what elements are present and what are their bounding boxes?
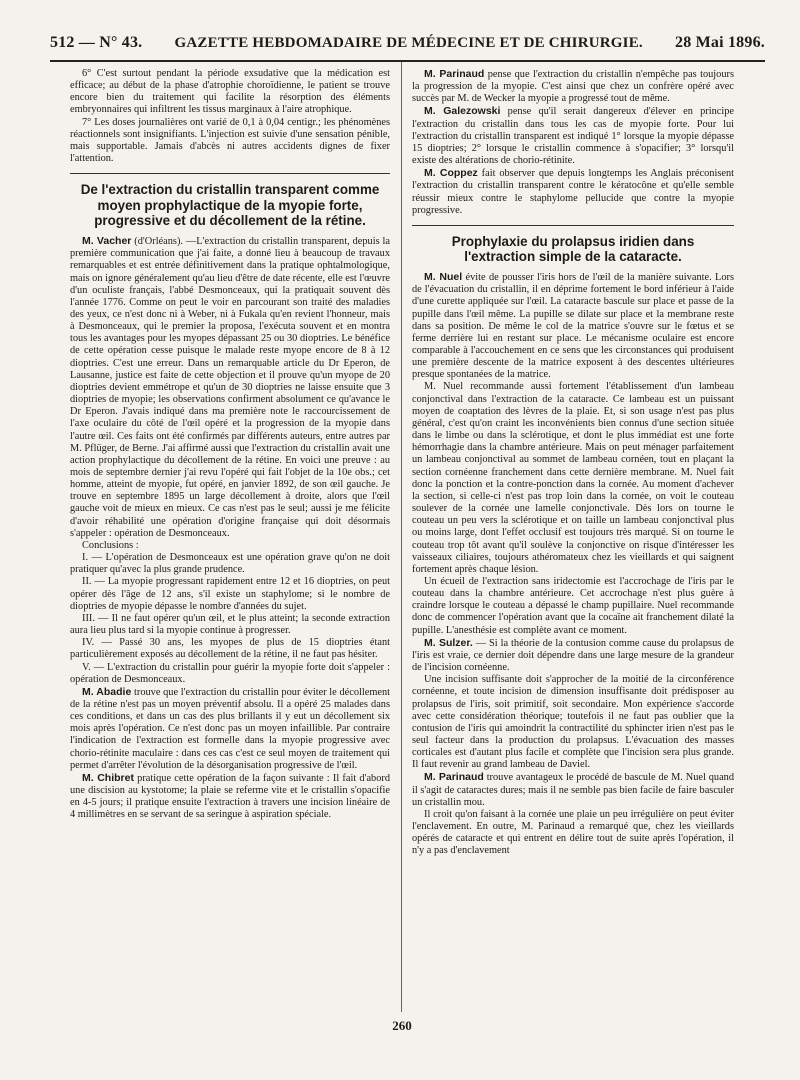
speaker-name: M. Sulzer.	[424, 636, 473, 649]
section-rule	[70, 173, 390, 174]
running-header	[50, 34, 765, 62]
right-column	[412, 68, 734, 1008]
paragraph-text: (d'Orléans). —L'extraction du cristallin transparent, depuis la première communication que j'ai faite, a donné lieu à beaucoup de travaux remarquables et est entrée définitivement dans la pratique ophtalmologique, mais on ignore généralement qu'au lieu d'être de date récente, elle est l'œuvre d'un oculiste français, l'abbé Desmonceaux, qui la pratiquait souvent dès l'année 1776. Comme on peut le voir en parcourant son traité des maladies des yeux, ce n'est donc ni à Weber, ni à Fukala qu'en revient l'honneur, mais à Desmonceaux, qui le premier la proposa, l'exécuta souvent et en montra tous les avantages pour les myopes dépassant 25 ou 30 dioptries. Le bénéfice de cette opération cesse puisque le malade reste myope encore de 8 à 12 dioptries. C'est une erreur. Dans un remarquable article du Dr Eperon, de Lausanne, justice est faite de cette objection et il prouve qu'un myope de 20 dioptries devient emmétrope et qu'un de 30 dioptries ne laisse ensuite que 3 dioptries de myopie; les observations confirment absolument ce qu'avance le Dr Eperon. J'avais indiqué dans ma première note le raccourcissement de l'axe oculaire du côté de l'œil opéré et la progression de la myopie dans l'autre œil. Ces faits ont été confirmés par différents auteurs, entre autres par M. Pflüger, de Berne. J'ai affirmé aussi que l'extraction du cristallin avait une action prophylactique du décollement de la rétine. En voici une preuve : au mois de septembre dernier j'ai revu l'opéré qui fait l'objet de la 10e obs.; cet homme, atteint de myopie, fut opéré, en janvier 1892, de son œil gauche. Je trouve en septembre 1895 un large décollement à droite, alors que l'œil gauche voit de mieux en mieux. Ce cas n'est pas le seul; aussi je me félicite d'avoir réhabilité une opération d'origine française qui doit désormais s'appeler : opération de Desmonceaux.	[70, 236, 390, 539]
paragraph-text: — Si la théorie de la contusion comme cause du prolapsus de l'iris est vraie, ce dernier doit dépendre dans une large mesure de la grandeur de l'incision cornéenne.	[412, 637, 734, 674]
paragraph: Conclusions :	[82, 539, 139, 551]
section-heading: De l'extraction du cristallin transparent comme moyen prophylactique de la myopie forte, progressive et du décollement de la rétine.	[80, 182, 380, 229]
column-divider	[401, 62, 402, 1012]
conclusion-item: IV. — Passé 30 ans, les myopes de plus de 15 dioptries étant particulièrement exposés au décollement de la rétine, il ne faut pas hésiter.	[70, 637, 390, 661]
conclusion-item: I. — L'opération de Desmonceaux est une opération grave qu'on ne doit pratiquer qu'avec la plus grande prudence.	[70, 552, 390, 576]
paragraph	[70, 772, 390, 822]
speaker-name: M. Vacher	[82, 235, 132, 248]
paragraph	[70, 235, 390, 540]
header-issue: 512 — N° 43.	[50, 34, 143, 51]
paragraph	[412, 637, 734, 674]
paragraph	[412, 271, 734, 381]
section-rule	[412, 225, 734, 226]
section-heading: Prophylaxie du prolapsus iridien dans l'extraction simple de la cataracte.	[451, 233, 695, 265]
paragraph-text: trouve avantageux le procédé de bascule de M. Nuel quand il s'agit de cataractes dures; mais il ne semble pas bien facile de faire basculer un cristallin mou.	[412, 772, 734, 808]
paragraph	[412, 105, 734, 167]
conclusion-item: III. — Il ne faut opérer qu'un œil, et le plus atteint; la seconde extraction aura lieu plus tard si la myopie continue à progresser.	[70, 612, 390, 637]
speaker-name: M. Abadie	[82, 685, 132, 698]
speaker-name: M. Chibret	[82, 771, 134, 784]
speaker-name: M. Parinaud	[424, 771, 484, 784]
speaker-name: M. Coppez	[424, 167, 478, 180]
paragraph: M. Nuel recommande aussi fortement l'établissement d'un lambeau conjonctival dans l'extraction de la cataracte. Ce lambeau est un puissant moyen de coaptation des lèvres de la plaie. Et, si son usage n'est pas plus général, c'est qu'on craint les inconvénients bien connus d'une section située dans le limbe ou dans la sclérotique, et dont le plus immédiat est une forte hémorrhagie dans la chambre antérieure. Mais on peut ménager parfaitement un lambeau conjonctival au sommet de lambeau cornéen, tout en plaçant la section cornéenne franchement dans cette dernière membrane. M. Nuel fait donc la ponction et la contre-ponction dans la cornée. Au moment d'achever la section, si celle-ci n'est pas trop loin dans la cornée, on voit le couteau soulever de la cornée une lamelle conjonctivale. Dès lors on tourne le couteau un peu vers la sclérotique et on taille un lambeau conjonctival plus ou moins large, dont l'effet occlusif est toujours très marqué. Si on tourne le couteau trop tôt avant qu'il soulève la conjonctive on risque d'intéresser les vaisseaux ciliaires, toujours athéromateux chez les vieillards et qui saignent fortement après chaque lésion.	[412, 381, 734, 575]
speaker-name: M. Parinaud	[424, 68, 485, 80]
conclusion-item: V. — L'extraction du cristallin pour guérir la myopie forte doit s'appeler : opération de Desmonceaux.	[70, 661, 390, 685]
paragraph: Il croit qu'on faisant à la cornée une plaie un peu irrégulière on peut éviter l'enclavement. En outre, M. Parinaud a remarqué que, chez les vieillards opérés de cataracte et qui entrent en délire tout de suite après l'opération, il n'y a pas d'enclavement	[412, 808, 734, 857]
paragraph-text: pratique cette opération de la façon suivante : Il fait d'abord une discision au kystotome; la plaie se referme vite et le cristallin s'opacifie en 4-5 jours; il pratique ensuite l'extraction à travers une incision linéaire de 4 millimètres en se servant de sa seringue à aspiration spéciale.	[70, 772, 390, 821]
paragraph: 7° Les doses journalières ont varié de 0,1 à 0,04 centigr.; les phénomènes réactionnels sont insignifiants. L'injection est suivie d'une sensation pénible, mais supportable. Jamais d'abcès ni autres accidents dignes de fixer l'attention.	[70, 116, 390, 165]
left-column	[70, 68, 390, 1008]
paragraph-text: pense que l'extraction du cristallin n'empêche pas toujours la progression de la myopie. C'est ainsi que chez un confrère opéré avec succès par M. de Wecker la myopie a progressé tout de même.	[412, 69, 734, 105]
paragraph	[412, 167, 734, 217]
paragraph	[412, 68, 734, 105]
paragraph: 6° C'est surtout pendant la période exsudative que la médication est efficace; au début de la phase d'atrophie choroïdienne, le patient se trouve encore bien du traitement qui facilite la résorption des éléments embryonnaires qui infiltrent les tissus marginaux à l'aire atrophique.	[70, 68, 390, 116]
speaker-name: M. Galezowski	[424, 105, 501, 118]
paragraph-text: pense qu'il serait dangereux d'élever en principe l'extraction du cristallin dans tous les cas de myopie forte. Pour lui l'extraction du cristallin transparent est indiqué 1° lorsque la myopie dépasse 15 dioptries; 2° lorsque le cristallin commence à s'opacifier; 3° lorsqu'il existe des altérations de chorio-rétinite.	[412, 106, 734, 167]
paragraph-text: évite de pousser l'iris hors de l'œil de la manière suivante. Lors de l'évacuation du cristallin, il en déprime fortement le bord inférieur à l'aide d'une curette appliquée sur l'œil. La cataracte bascule sur place et passe de la pupille dans l'œil même. La pupille se dilate sur place et la membrane reste dans sa position. De même le col de la matrice s'ouvre sur le fœtus et se ferme derrière lui en restant sur place. Le mécanisme oculaire est encore comparable à l'accouchement en ce sens que les circonstances qui produisent une première descente de la matrice exposent à des descentes ultérieures presque spontanées de la matrice.	[412, 272, 734, 381]
conclusion-item: II. — La myopie progressant rapidement entre 12 et 16 dioptries, on peut opérer dès l'âge de 12 ans, s'il existe un staphylome; si le nombre de dioptries de myopie dépasse le nombre d'années du sujet.	[70, 576, 390, 612]
paragraph: Une incision suffisante doit s'approcher de la moitié de la circonférence cornéenne, et toute incision de dimension insuffisante doit prédisposer au prolapsus de l'iris, soit primitif, soit secondaire. Mon expérience s'accorde avec cette considération théorique; toutefois il ne faut pas oublier que la contusion de l'iris qui amoindrit la contractilité du sphincter irien n'est pas le seul facteur dans la production du prolapsus. L'évacuation des masses corticales est d'autant plus facile et complète que l'incision sera plus grande. Il faut revenir au grand lambeau de Daviel.	[412, 674, 734, 771]
header-journal-title: GAZETTE HEBDOMADAIRE DE MÉDECINE ET DE CHIRURGIE.	[174, 35, 643, 51]
paragraph-text: fait observer que depuis longtemps les Anglais préconisent l'extraction du cristallin transparent contre le kératocône et qu'elle semble réussir mieux contre le staphylome pellucide que contre la myopie progressive.	[412, 168, 734, 216]
speaker-name: M. Nuel	[424, 271, 463, 284]
paragraph: Un écueil de l'extraction sans iridectomie est l'accrochage de l'iris par le couteau dans la chambre antérieure. Cet accrochage n'est plus guère à craindre lorsque le couteau a dépassé le champ pupillaire. Nuel recommande donc de commencer l'opération avant que la cocaïne ait franchement dilaté la pupille. L'anesthésie est complète avant ce moment.	[412, 575, 734, 636]
paragraph	[70, 686, 390, 772]
paragraph	[412, 771, 734, 808]
page-number: 260	[392, 1018, 412, 1033]
paragraph-text: trouve que l'extraction du cristallin pour éviter le décollement de la rétine n'est pas un moyen préventif absolu. Il a opéré 25 malades dans ces conditions, et dans un cas des plus brillants il y eut un décollement six mois après l'opération. Ce n'est donc pas un moyen infaillible. Par contraire l'indication de l'extraction est formelle dans la myopie progressive avec chorio-rétinite maculaire : dans ces cas c'est ce seul moyen de traitement qui permet d'arrêter l'évolution de la désorganisation progressive de l'œil.	[70, 686, 390, 771]
header-date: 28 Mai 1896.	[675, 34, 765, 51]
